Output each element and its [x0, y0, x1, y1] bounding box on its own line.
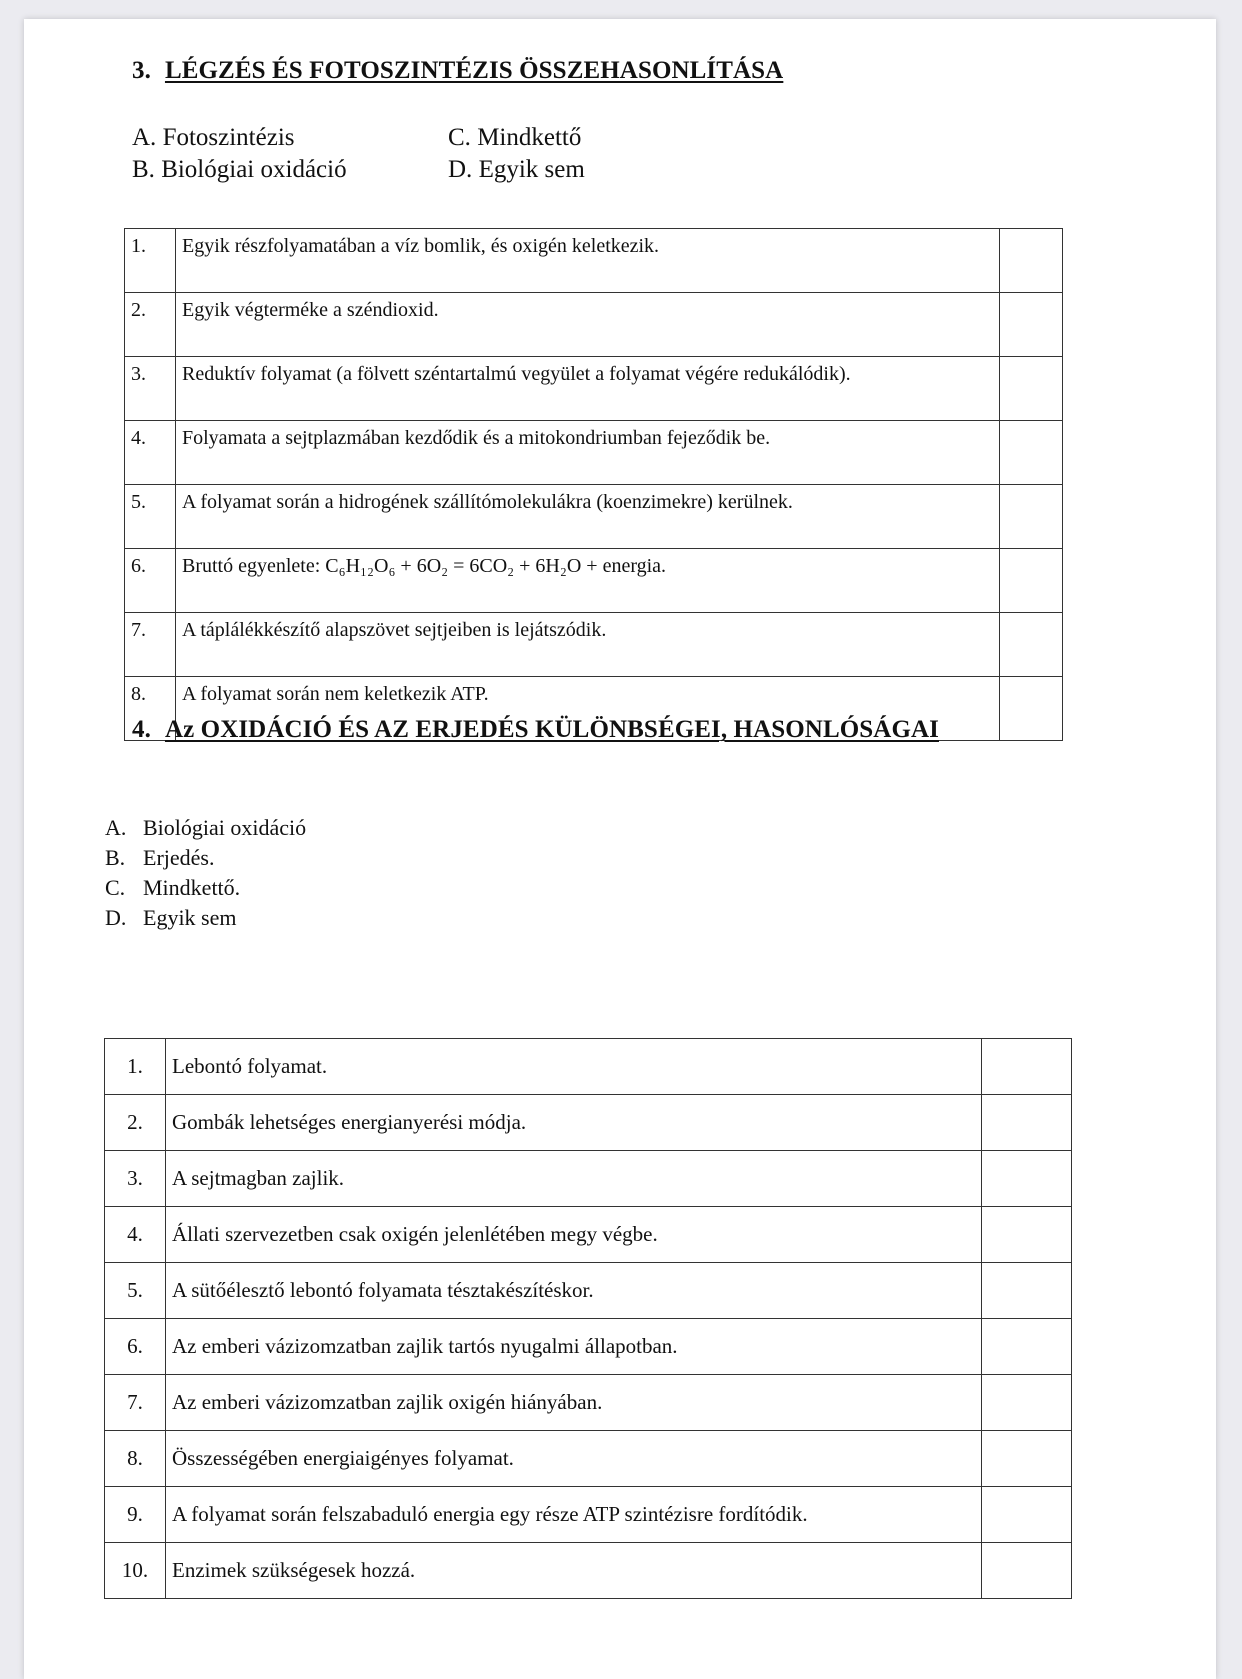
option-letter: A. [132, 124, 157, 151]
row-number: 5. [105, 1263, 166, 1319]
row-number: 7. [125, 613, 176, 677]
row-number: 10. [105, 1543, 166, 1599]
answer-cell[interactable] [982, 1543, 1072, 1599]
answer-cell[interactable] [982, 1431, 1072, 1487]
row-statement: Reduktív folyamat (a fölvett széntartalmú vegyület a folyamat végére redukálódik). [176, 357, 1000, 421]
answer-cell[interactable] [982, 1039, 1072, 1095]
section-3-title [132, 57, 783, 85]
row-number: 9. [105, 1487, 166, 1543]
option-d [448, 154, 585, 186]
table-row [105, 1319, 1072, 1375]
answer-cell[interactable] [1000, 293, 1063, 357]
option-a [132, 122, 295, 154]
table-row [125, 485, 1063, 549]
option-letter: C. [105, 875, 126, 900]
answer-cell[interactable] [982, 1151, 1072, 1207]
answer-cell[interactable] [982, 1207, 1072, 1263]
option-letter: C. [448, 124, 471, 151]
answer-cell[interactable] [982, 1487, 1072, 1543]
table-row [105, 1207, 1072, 1263]
table-row [125, 549, 1063, 613]
row-number: 2. [105, 1095, 166, 1151]
option-letter: B. [132, 156, 155, 183]
row-statement: A sejtmagban zajlik. [166, 1151, 982, 1207]
row-statement: Az emberi vázizomzatban zajlik tartós nyugalmi állapotban. [166, 1319, 982, 1375]
equation-label: Bruttó egyenlete: [182, 555, 326, 577]
option-b [132, 154, 347, 186]
answer-cell[interactable] [1000, 421, 1063, 485]
section-title-text: Az OXIDÁCIÓ ÉS AZ ERJEDÉS KÜLÖNBSÉGEI, HASONLÓSÁGAI [164, 716, 939, 743]
table-row [125, 229, 1063, 293]
table-row [125, 357, 1063, 421]
row-statement [176, 549, 1000, 613]
option-label: Mindkettő [477, 124, 582, 151]
section-4-table [104, 1038, 1072, 1599]
option-label: Egyik sem [143, 905, 237, 930]
option-letter: A. [105, 815, 127, 840]
row-statement: A folyamat során nem keletkezik ATP. [176, 677, 1000, 741]
row-number: 6. [125, 549, 176, 613]
row-statement: Folyamata a sejtplazmában kezdődik és a mitokondriumban fejeződik be. [176, 421, 1000, 485]
table-row [105, 1039, 1072, 1095]
table-row [105, 1263, 1072, 1319]
section-title-text: LÉGZÉS ÉS FOTOSZINTÉZIS ÖSSZEHASONLÍTÁSA [164, 57, 784, 84]
table-row [125, 421, 1063, 485]
option-c [448, 122, 581, 154]
row-number: 4. [105, 1207, 166, 1263]
section-number: 3. [132, 57, 151, 84]
answer-cell[interactable] [982, 1319, 1072, 1375]
answer-cell[interactable] [1000, 357, 1063, 421]
row-statement: Egyik részfolyamatában a víz bomlik, és oxigén keletkezik. [176, 229, 1000, 293]
row-statement: Lebontó folyamat. [166, 1039, 982, 1095]
row-statement: A sütőélesztő lebontó folyamata tésztakészítéskor. [166, 1263, 982, 1319]
row-statement: Összességében energiaigényes folyamat. [166, 1431, 982, 1487]
option-label: Erjedés. [143, 845, 215, 870]
option-label: Egyik sem [478, 156, 585, 183]
answer-cell[interactable] [1000, 549, 1063, 613]
answer-cell[interactable] [1000, 485, 1063, 549]
table-row [105, 1375, 1072, 1431]
row-number: 3. [125, 357, 176, 421]
row-number: 8. [125, 677, 176, 741]
row-number: 8. [105, 1431, 166, 1487]
row-number: 4. [125, 421, 176, 485]
answer-cell[interactable] [1000, 613, 1063, 677]
table-row [105, 1487, 1072, 1543]
row-number: 3. [105, 1151, 166, 1207]
row-number: 2. [125, 293, 176, 357]
row-number: 7. [105, 1375, 166, 1431]
row-statement: A táplálékkészítő alapszövet sejtjeiben is lejátszódik. [176, 613, 1000, 677]
row-number: 5. [125, 485, 176, 549]
answer-cell[interactable] [982, 1263, 1072, 1319]
document-page [24, 19, 1216, 1679]
answer-cell[interactable] [982, 1375, 1072, 1431]
table-row [105, 1431, 1072, 1487]
table-row [105, 1095, 1072, 1151]
option-b [105, 843, 306, 873]
option-d [105, 903, 306, 933]
option-label: Biológiai oxidáció [161, 156, 347, 183]
section-4-title [132, 716, 939, 744]
section-3-table [124, 228, 1063, 741]
row-statement: A folyamat során a hidrogének szállítómolekulákra (koenzimekre) kerülnek. [176, 485, 1000, 549]
row-statement: A folyamat során felszabaduló energia egy része ATP szintézisre fordítódik. [166, 1487, 982, 1543]
row-statement: Enzimek szükségesek hozzá. [166, 1543, 982, 1599]
option-label: Mindkettő. [143, 875, 241, 900]
option-a [105, 813, 306, 843]
answer-cell[interactable] [982, 1095, 1072, 1151]
option-letter: B. [105, 845, 126, 870]
table-row [105, 1543, 1072, 1599]
section-number: 4. [132, 716, 151, 743]
row-statement: Gombák lehetséges energianyerési módja. [166, 1095, 982, 1151]
row-statement: Az emberi vázizomzatban zajlik oxigén hiányában. [166, 1375, 982, 1431]
section-4-options [105, 813, 306, 933]
answer-cell[interactable] [1000, 229, 1063, 293]
option-c [105, 873, 306, 903]
table-row [125, 293, 1063, 357]
row-statement: Állati szervezetben csak oxigén jelenlétében megy végbe. [166, 1207, 982, 1263]
option-label: Biológiai oxidáció [143, 815, 307, 840]
section-3-options [132, 122, 732, 186]
option-letter: D. [448, 156, 473, 183]
table-row [125, 613, 1063, 677]
answer-cell[interactable] [1000, 677, 1063, 741]
option-label: Fotoszintézis [162, 124, 295, 151]
row-statement: Egyik végterméke a széndioxid. [176, 293, 1000, 357]
row-number: 1. [105, 1039, 166, 1095]
option-letter: D. [105, 905, 127, 930]
chemical-equation: C₆H₁₂O₆ + 6O₂ = 6CO₂ + 6H₂O + energia. [325, 555, 667, 577]
row-number: 1. [125, 229, 176, 293]
table-row [105, 1151, 1072, 1207]
row-number: 6. [105, 1319, 166, 1375]
